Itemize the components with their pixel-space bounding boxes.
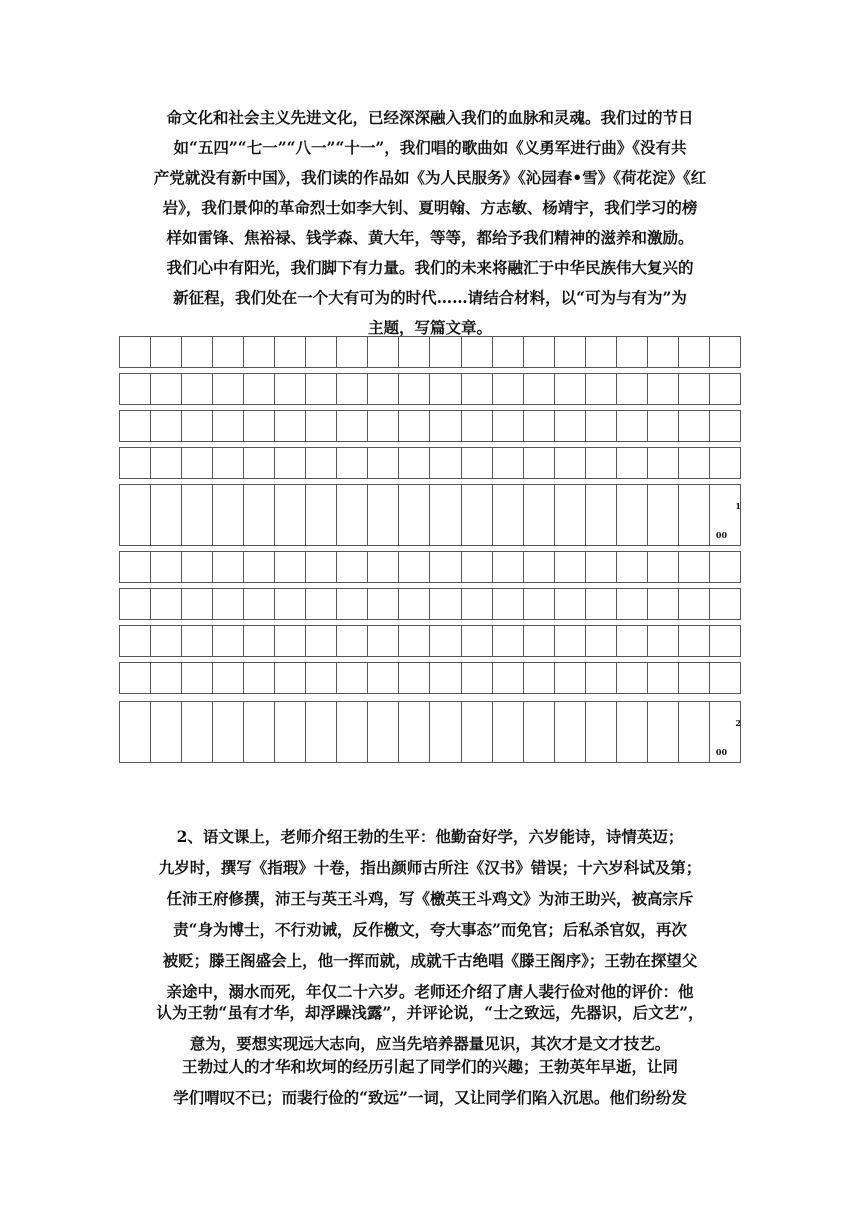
grid-cell[interactable] bbox=[213, 626, 244, 656]
grid-cell[interactable] bbox=[617, 485, 648, 545]
grid-cell[interactable] bbox=[462, 374, 493, 404]
grid-cell[interactable] bbox=[151, 337, 182, 367]
grid-cell[interactable] bbox=[151, 552, 182, 582]
text-line: 样如雷锋、焦裕禄、钱学森、黄大年，等等，都给予我们精神的滋养和激励。 bbox=[166, 228, 694, 247]
grid-cell[interactable] bbox=[306, 374, 337, 404]
text-line: 被贬；滕王阁盛会上，他一挥而就，成就千古绝唱《滕王阁序》；王勃在探望父 bbox=[162, 951, 698, 970]
grid-cell[interactable] bbox=[120, 485, 151, 545]
grid-cell[interactable] bbox=[368, 702, 399, 762]
grid-row bbox=[119, 662, 741, 694]
grid-cell[interactable] bbox=[368, 411, 399, 441]
grid-cell[interactable] bbox=[213, 485, 244, 545]
grid-cell[interactable] bbox=[120, 552, 151, 582]
grid-cell[interactable] bbox=[275, 626, 306, 656]
grid-cell[interactable] bbox=[617, 663, 648, 693]
grid-cell[interactable] bbox=[368, 374, 399, 404]
grid-cell[interactable] bbox=[399, 702, 430, 762]
grid-cell[interactable] bbox=[430, 702, 461, 762]
grid-row bbox=[119, 484, 741, 546]
text-line: 意为，要想实现远大志向，应当先培养器量见识，其次才是文才技艺。 bbox=[189, 1034, 671, 1053]
grid-cell[interactable] bbox=[555, 374, 586, 404]
grid-cell[interactable] bbox=[182, 626, 213, 656]
grid-cell[interactable] bbox=[430, 485, 461, 545]
grid-cell[interactable] bbox=[213, 448, 244, 478]
grid-cell[interactable] bbox=[462, 448, 493, 478]
word-count-marker: 2 bbox=[735, 718, 741, 728]
grid-cell[interactable] bbox=[244, 663, 275, 693]
grid-cell[interactable] bbox=[617, 337, 648, 367]
grid-row bbox=[119, 701, 741, 763]
grid-cell[interactable] bbox=[275, 702, 306, 762]
grid-cell[interactable] bbox=[586, 626, 617, 656]
grid-cell[interactable] bbox=[120, 374, 151, 404]
grid-cell[interactable] bbox=[399, 337, 430, 367]
grid-cell[interactable] bbox=[244, 552, 275, 582]
grid-cell[interactable] bbox=[182, 702, 213, 762]
grid-cell[interactable] bbox=[399, 411, 430, 441]
grid-cell[interactable] bbox=[337, 374, 368, 404]
grid-cell[interactable] bbox=[617, 374, 648, 404]
grid-cell[interactable] bbox=[710, 411, 740, 441]
grid-cell[interactable] bbox=[710, 702, 740, 762]
grid-cell[interactable] bbox=[182, 485, 213, 545]
text-line: 命文化和社会主义先进文化，已经深深融入我们的血脉和灵魂。我们过的节日 bbox=[166, 108, 694, 127]
grid-cell[interactable] bbox=[306, 589, 337, 619]
writing-grid bbox=[119, 336, 741, 764]
text-line: 任沛王府修撰，沛王与英王斗鸡，写《檄英王斗鸡文》为沛王助兴，被高宗斥 bbox=[166, 889, 694, 908]
grid-cell[interactable] bbox=[182, 552, 213, 582]
grid-cell[interactable] bbox=[151, 702, 182, 762]
grid-cell[interactable] bbox=[679, 374, 710, 404]
text-line: 如“五四”“七一”“八一”“十一”，我们唱的歌曲如《义勇军进行曲》《没有共 bbox=[173, 138, 687, 157]
grid-cell[interactable] bbox=[617, 411, 648, 441]
grid-cell[interactable] bbox=[710, 448, 740, 478]
grid-cell[interactable] bbox=[462, 337, 493, 367]
grid-cell[interactable] bbox=[337, 552, 368, 582]
grid-cell[interactable] bbox=[306, 702, 337, 762]
grid-cell[interactable] bbox=[679, 589, 710, 619]
grid-cell[interactable] bbox=[244, 626, 275, 656]
text-line: 王勃过人的才华和坎坷的经历引起了同学们的兴趣；王勃英年早逝，让同 bbox=[181, 1057, 678, 1076]
grid-cell[interactable] bbox=[399, 663, 430, 693]
grid-cell[interactable] bbox=[586, 702, 617, 762]
grid-cell[interactable] bbox=[524, 552, 555, 582]
grid-cell[interactable] bbox=[430, 374, 461, 404]
grid-cell[interactable] bbox=[648, 448, 679, 478]
grid-cell[interactable] bbox=[648, 411, 679, 441]
grid-cell[interactable] bbox=[120, 626, 151, 656]
grid-cell[interactable] bbox=[306, 552, 337, 582]
grid-cell[interactable] bbox=[493, 374, 524, 404]
grid-cell[interactable] bbox=[306, 411, 337, 441]
grid-cell[interactable] bbox=[244, 448, 275, 478]
grid-cell[interactable] bbox=[399, 374, 430, 404]
grid-cell[interactable] bbox=[555, 626, 586, 656]
grid-cell[interactable] bbox=[244, 485, 275, 545]
grid-cell[interactable] bbox=[648, 374, 679, 404]
grid-cell[interactable] bbox=[275, 337, 306, 367]
grid-cell[interactable] bbox=[493, 626, 524, 656]
grid-cell[interactable] bbox=[586, 552, 617, 582]
grid-cell[interactable] bbox=[275, 663, 306, 693]
grid-cell[interactable] bbox=[586, 485, 617, 545]
grid-cell[interactable] bbox=[151, 589, 182, 619]
grid-cell[interactable] bbox=[337, 702, 368, 762]
text-line: 我们心中有阳光，我们脚下有力量。我们的未来将融汇于中华民族伟大复兴的 bbox=[166, 258, 694, 277]
grid-cell[interactable] bbox=[368, 485, 399, 545]
grid-cell[interactable] bbox=[368, 337, 399, 367]
grid-cell[interactable] bbox=[337, 448, 368, 478]
grid-cell[interactable] bbox=[462, 485, 493, 545]
grid-cell[interactable] bbox=[710, 374, 740, 404]
grid-cell[interactable] bbox=[430, 589, 461, 619]
grid-cell[interactable] bbox=[555, 702, 586, 762]
grid-cell[interactable] bbox=[275, 374, 306, 404]
grid-cell[interactable] bbox=[555, 663, 586, 693]
grid-cell[interactable] bbox=[462, 702, 493, 762]
grid-cell[interactable] bbox=[399, 589, 430, 619]
grid-cell[interactable] bbox=[368, 589, 399, 619]
word-count-marker: 1 bbox=[735, 501, 741, 511]
grid-row bbox=[119, 625, 741, 657]
grid-cell[interactable] bbox=[213, 374, 244, 404]
text-line: 认为王勃“虽有才华，却浮躁浅露”，并评论说，“士之致远，先器识，后文艺”， bbox=[156, 1003, 704, 1022]
grid-cell[interactable] bbox=[617, 626, 648, 656]
text-line: 2、语文课上，老师介绍王勃的生平：他勤奋好学，六岁能诗，诗情英迈； bbox=[176, 827, 684, 846]
grid-row bbox=[119, 447, 741, 479]
grid-cell[interactable] bbox=[648, 589, 679, 619]
grid-cell[interactable] bbox=[524, 411, 555, 441]
grid-cell[interactable] bbox=[648, 626, 679, 656]
grid-cell[interactable] bbox=[679, 702, 710, 762]
grid-cell[interactable] bbox=[555, 337, 586, 367]
grid-cell[interactable] bbox=[493, 485, 524, 545]
grid-cell[interactable] bbox=[524, 702, 555, 762]
grid-cell[interactable] bbox=[368, 663, 399, 693]
grid-cell[interactable] bbox=[493, 337, 524, 367]
grid-cell[interactable] bbox=[462, 552, 493, 582]
text-line: 新征程，我们处在一个大有可为的时代……请结合材料，以“可为与有为”为 bbox=[173, 288, 687, 307]
grid-cell[interactable] bbox=[244, 702, 275, 762]
grid-cell[interactable] bbox=[555, 552, 586, 582]
grid-cell[interactable] bbox=[493, 552, 524, 582]
grid-cell[interactable] bbox=[679, 448, 710, 478]
grid-row bbox=[119, 336, 741, 368]
grid-cell[interactable] bbox=[120, 411, 151, 441]
grid-cell[interactable] bbox=[306, 663, 337, 693]
grid-cell[interactable] bbox=[430, 448, 461, 478]
grid-cell[interactable] bbox=[617, 589, 648, 619]
grid-cell[interactable] bbox=[648, 485, 679, 545]
grid-cell[interactable] bbox=[275, 485, 306, 545]
text-line: 产党就没有新中国》，我们读的作品如《为人民服务》《沁园春•雪》《荷花淀》《红 bbox=[153, 168, 707, 187]
grid-cell[interactable] bbox=[368, 626, 399, 656]
grid-cell[interactable] bbox=[399, 626, 430, 656]
grid-cell[interactable] bbox=[586, 589, 617, 619]
grid-cell[interactable] bbox=[617, 702, 648, 762]
word-count-marker: 00 bbox=[715, 530, 728, 540]
grid-cell[interactable] bbox=[555, 589, 586, 619]
grid-cell[interactable] bbox=[493, 702, 524, 762]
grid-cell[interactable] bbox=[430, 337, 461, 367]
grid-cell[interactable] bbox=[368, 552, 399, 582]
grid-cell[interactable] bbox=[182, 663, 213, 693]
text-line: 责“身为博士，不行劝诫，反作檄文，夸大事态”而免官；后私杀官奴，再次 bbox=[173, 920, 687, 939]
grid-cell[interactable] bbox=[462, 589, 493, 619]
grid-cell[interactable] bbox=[493, 663, 524, 693]
word-count-marker: 00 bbox=[715, 747, 728, 757]
grid-cell[interactable] bbox=[679, 663, 710, 693]
grid-cell[interactable] bbox=[182, 448, 213, 478]
grid-cell[interactable] bbox=[213, 552, 244, 582]
grid-cell[interactable] bbox=[337, 626, 368, 656]
grid-cell[interactable] bbox=[462, 626, 493, 656]
grid-cell[interactable] bbox=[213, 411, 244, 441]
grid-cell[interactable] bbox=[679, 626, 710, 656]
grid-cell[interactable] bbox=[151, 374, 182, 404]
grid-cell[interactable] bbox=[524, 448, 555, 478]
grid-cell[interactable] bbox=[493, 448, 524, 478]
grid-cell[interactable] bbox=[617, 552, 648, 582]
grid-cell[interactable] bbox=[399, 485, 430, 545]
grid-cell[interactable] bbox=[679, 411, 710, 441]
text-line: 亲途中，溺水而死，年仅二十六岁。老师还介绍了唐人裴行俭对他的评价：他 bbox=[166, 982, 694, 1001]
grid-cell[interactable] bbox=[524, 485, 555, 545]
grid-cell[interactable] bbox=[430, 411, 461, 441]
grid-cell[interactable] bbox=[679, 485, 710, 545]
grid-cell[interactable] bbox=[524, 589, 555, 619]
text-line: 学们喟叹不已；而裴行俭的“致远”一词，又让同学们陷入沉思。他们纷纷发 bbox=[173, 1088, 687, 1107]
grid-cell[interactable] bbox=[710, 337, 740, 367]
grid-cell[interactable] bbox=[679, 337, 710, 367]
grid-cell[interactable] bbox=[337, 663, 368, 693]
grid-cell[interactable] bbox=[337, 411, 368, 441]
grid-cell[interactable] bbox=[275, 552, 306, 582]
grid-cell[interactable] bbox=[555, 411, 586, 441]
grid-row bbox=[119, 410, 741, 442]
grid-cell[interactable] bbox=[337, 589, 368, 619]
grid-cell[interactable] bbox=[648, 663, 679, 693]
grid-cell[interactable] bbox=[710, 552, 740, 582]
grid-cell[interactable] bbox=[399, 448, 430, 478]
grid-cell[interactable] bbox=[120, 589, 151, 619]
text-line: 九岁时，撰写《指瑕》十卷，指出颜师古所注《汉书》错误；十六岁科试及第； bbox=[158, 858, 702, 877]
grid-cell[interactable] bbox=[524, 337, 555, 367]
grid-cell[interactable] bbox=[710, 485, 740, 545]
grid-cell[interactable] bbox=[648, 702, 679, 762]
grid-cell[interactable] bbox=[555, 485, 586, 545]
grid-cell[interactable] bbox=[399, 552, 430, 582]
grid-cell[interactable] bbox=[493, 411, 524, 441]
grid-row bbox=[119, 588, 741, 620]
grid-cell[interactable] bbox=[337, 485, 368, 545]
grid-cell[interactable] bbox=[430, 663, 461, 693]
grid-row bbox=[119, 373, 741, 405]
grid-cell[interactable] bbox=[462, 663, 493, 693]
grid-cell[interactable] bbox=[151, 626, 182, 656]
grid-cell[interactable] bbox=[710, 589, 740, 619]
grid-cell[interactable] bbox=[151, 663, 182, 693]
grid-cell[interactable] bbox=[368, 448, 399, 478]
grid-cell[interactable] bbox=[244, 589, 275, 619]
grid-cell[interactable] bbox=[151, 448, 182, 478]
grid-cell[interactable] bbox=[430, 626, 461, 656]
grid-cell[interactable] bbox=[120, 448, 151, 478]
grid-cell[interactable] bbox=[586, 337, 617, 367]
grid-cell[interactable] bbox=[586, 448, 617, 478]
grid-cell[interactable] bbox=[275, 411, 306, 441]
grid-cell[interactable] bbox=[710, 663, 740, 693]
grid-cell[interactable] bbox=[182, 411, 213, 441]
grid-cell[interactable] bbox=[648, 552, 679, 582]
text-line: 主题，写篇文章。 bbox=[367, 318, 492, 337]
grid-cell[interactable] bbox=[275, 448, 306, 478]
grid-cell[interactable] bbox=[586, 411, 617, 441]
grid-cell[interactable] bbox=[430, 552, 461, 582]
grid-cell[interactable] bbox=[182, 337, 213, 367]
grid-cell[interactable] bbox=[244, 337, 275, 367]
grid-row bbox=[119, 551, 741, 583]
grid-cell[interactable] bbox=[555, 448, 586, 478]
grid-cell[interactable] bbox=[213, 702, 244, 762]
text-line: 岩》，我们景仰的革命烈士如李大钊、夏明翰、方志敏、杨靖宇，我们学习的榜 bbox=[162, 198, 698, 217]
grid-cell[interactable] bbox=[213, 589, 244, 619]
grid-cell[interactable] bbox=[120, 337, 151, 367]
grid-cell[interactable] bbox=[679, 552, 710, 582]
grid-cell[interactable] bbox=[151, 411, 182, 441]
grid-cell[interactable] bbox=[524, 663, 555, 693]
grid-cell[interactable] bbox=[648, 337, 679, 367]
grid-cell[interactable] bbox=[213, 337, 244, 367]
grid-cell[interactable] bbox=[306, 448, 337, 478]
grid-cell[interactable] bbox=[337, 337, 368, 367]
grid-cell[interactable] bbox=[710, 626, 740, 656]
grid-cell[interactable] bbox=[244, 411, 275, 441]
grid-cell[interactable] bbox=[524, 374, 555, 404]
grid-cell[interactable] bbox=[306, 485, 337, 545]
grid-cell[interactable] bbox=[306, 337, 337, 367]
grid-cell[interactable] bbox=[213, 663, 244, 693]
grid-cell[interactable] bbox=[275, 589, 306, 619]
grid-cell[interactable] bbox=[617, 448, 648, 478]
grid-cell[interactable] bbox=[524, 626, 555, 656]
grid-cell[interactable] bbox=[306, 626, 337, 656]
grid-cell[interactable] bbox=[493, 589, 524, 619]
grid-cell[interactable] bbox=[151, 485, 182, 545]
grid-cell[interactable] bbox=[586, 374, 617, 404]
grid-cell[interactable] bbox=[244, 374, 275, 404]
grid-cell[interactable] bbox=[120, 702, 151, 762]
grid-cell[interactable] bbox=[462, 411, 493, 441]
grid-cell[interactable] bbox=[182, 374, 213, 404]
grid-cell[interactable] bbox=[182, 589, 213, 619]
grid-cell[interactable] bbox=[586, 663, 617, 693]
grid-cell[interactable] bbox=[120, 663, 151, 693]
